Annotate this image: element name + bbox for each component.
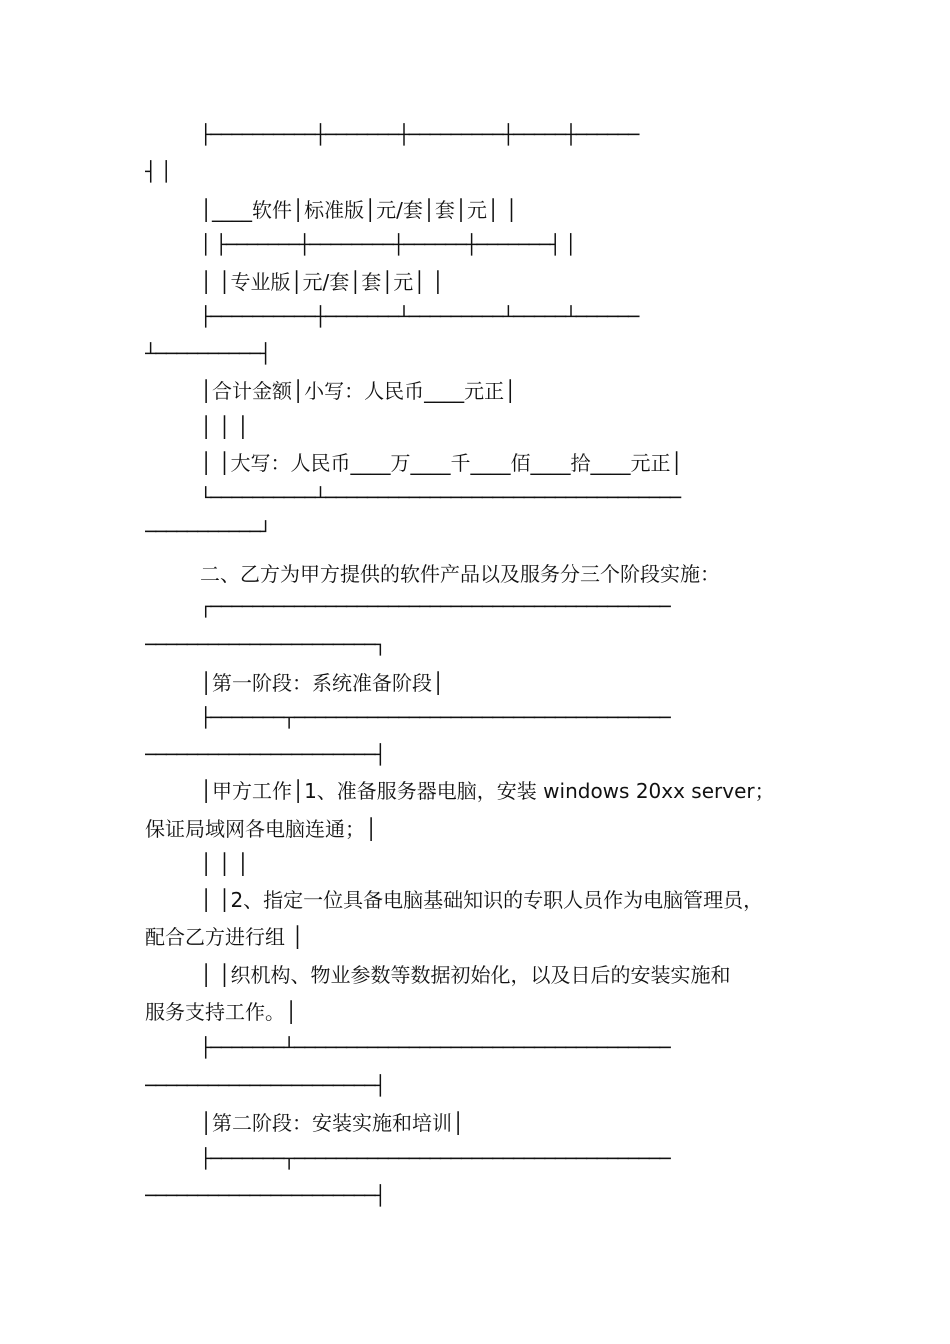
- table-border-line: ├───────┬────────────────────────────────────: [200, 707, 670, 729]
- party-a-work-item-1: │甲方工作│1、准备服务器电脑，安装 windows 20xx server；: [200, 779, 775, 803]
- table-row-spacer: │ │ │: [200, 415, 249, 439]
- table-border-line: ├──────────┼───────┼─────────┼─────┼──────: [200, 124, 639, 146]
- table-row-total-lowercase: │合计金额│小写：人民币____元正│: [200, 379, 517, 403]
- table-row-spacer: │ │ │: [200, 852, 249, 876]
- party-a-work-item-2-cont: 配合乙方进行组 │: [145, 925, 304, 949]
- table-border-line: ──────────────────────┤: [145, 1075, 386, 1097]
- table-border-line: ┤ │: [145, 161, 171, 183]
- table-border-line: ┴──────────┤: [145, 343, 271, 365]
- table-border-line: ───────────┘: [145, 521, 271, 543]
- table-border-line: ├───────┬────────────────────────────────────: [200, 1148, 670, 1170]
- table-border-line: │ ├───────┼────────┼──────┼───────┤ │: [200, 234, 576, 256]
- table-row-standard-edition: │____软件│标准版│元/套│套│元│ │: [200, 198, 518, 222]
- party-a-work-item-2-line3: │ │织机构、物业参数等数据初始化，以及日后的安装实施和: [200, 963, 731, 987]
- table-row-professional-edition: │ │专业版│元/套│套│元│ │: [200, 270, 444, 294]
- table-row-total-uppercase: │ │大写：人民币____万____千____佰____拾____元正│: [200, 451, 683, 475]
- party-a-work-item-2: │ │2、指定一位具备电脑基础知识的专职人员作为电脑管理员，: [200, 888, 764, 912]
- party-a-work-item-2-line4: 服务支持工作。│: [145, 1000, 298, 1024]
- phase-two-title: │第二阶段：安装实施和培训│: [200, 1111, 465, 1135]
- phase-one-title: │第一阶段：系统准备阶段│: [200, 671, 445, 695]
- table-border-line: ──────────────────────┤: [145, 1185, 386, 1207]
- table-border-line: └──────────┴──────────────────────────────────: [200, 487, 681, 509]
- table-border-line: ┌────────────────────────────────────────────: [200, 596, 670, 618]
- party-a-work-item-1-cont: 保证局域网各电脑连通；│: [145, 817, 378, 841]
- table-border-line: ├───────┴────────────────────────────────────: [200, 1037, 670, 1059]
- section-heading-phases: 二、乙方为甲方提供的软件产品以及服务分三个阶段实施：: [200, 562, 720, 586]
- table-border-line: ──────────────────────┐: [145, 634, 386, 656]
- table-border-line: ──────────────────────┤: [145, 744, 386, 766]
- table-border-line: ├──────────┼───────┴─────────┴─────┴──────: [200, 306, 639, 328]
